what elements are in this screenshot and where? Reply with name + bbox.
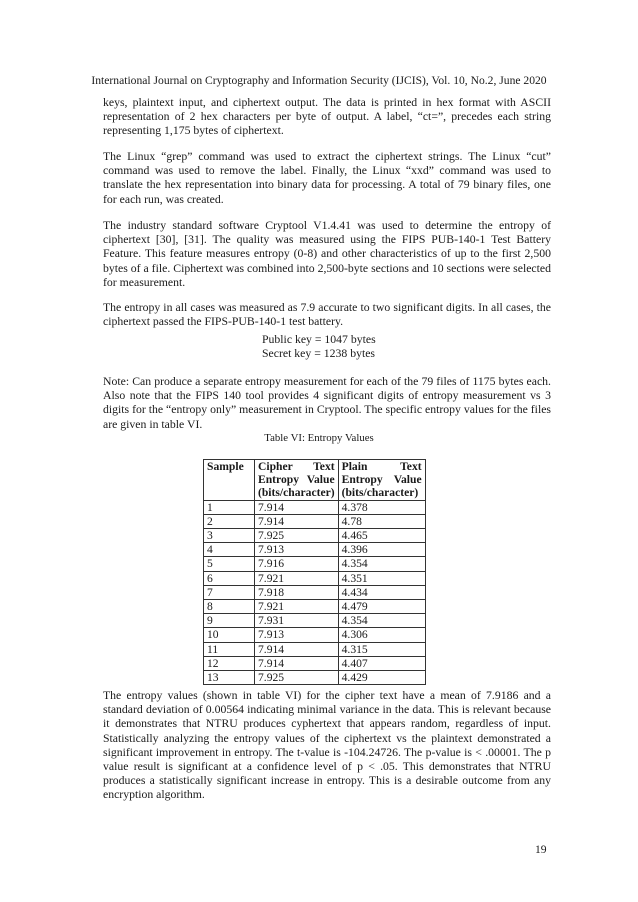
plain-entropy-cell: 4.407: [338, 656, 425, 670]
header-cipher-word: Cipher: [258, 460, 293, 473]
sample-cell: 8: [204, 600, 255, 614]
sample-cell: 12: [204, 656, 255, 670]
cipher-entropy-cell: 7.931: [255, 614, 339, 628]
header-cipher-text-word: Text: [313, 460, 335, 473]
sample-cell: 5: [204, 557, 255, 571]
cipher-entropy-cell: 7.913: [255, 628, 339, 642]
running-header: International Journal on Cryptography and Information Security (IJCIS), Vol. 10, No.2, June 2020: [91, 74, 547, 87]
page-number: 19: [535, 843, 547, 856]
sample-cell: 9: [204, 614, 255, 628]
table-row: [204, 642, 426, 656]
paragraph-cryptool: The industry standard software Cryptool V1.4.41 was used to determine the entropy of ciphertext [30], [31]. The quality was measured using the FIPS PUB-140-1 Test Battery Feature. This feature measures entropy (0-8) and other characteristics of up to the first 2,500 bytes of a file. Ciphertext was combined into 2,500-byte sections and 10 sections were selected for measurement.: [103, 219, 551, 289]
cipher-entropy-cell: 7.914: [255, 656, 339, 670]
cipher-entropy-cell: 7.914: [255, 642, 339, 656]
paragraph-note: Note: Can produce a separate entropy measurement for each of the 79 files of 1175 bytes each. Also note that the FIPS 140 tool provides 4 significant digits of entropy measurement vs 3 digits for the “entropy only” measurement in Cryptool. The specific entropy values for the files are given in table VI.: [103, 375, 551, 431]
table-row: [204, 656, 426, 670]
sample-cell: 7: [204, 585, 255, 599]
plain-entropy-cell: 4.78: [338, 514, 425, 528]
cipher-entropy-cell: 7.918: [255, 585, 339, 599]
public-key-size: Public key = 1047 bytes: [262, 333, 376, 346]
cipher-entropy-cell: 7.921: [255, 571, 339, 585]
header-cipher-value-word: Value: [306, 473, 335, 487]
header-plain-unit: (bits/character): [341, 486, 419, 500]
sample-cell: 2: [204, 514, 255, 528]
header-plain-value-word: Value: [393, 473, 422, 487]
sample-cell: 6: [204, 571, 255, 585]
header-plain-text-word: Text: [400, 460, 422, 473]
plain-entropy-cell: 4.306: [338, 628, 425, 642]
sample-cell: 11: [204, 642, 255, 656]
key-sizes: [262, 333, 376, 361]
paragraph-statistics: The entropy values (shown in table VI) for the cipher text have a mean of 7.9186 and a standard deviation of 0.00564 indicating minimal variance in the data. This is relevant because it demonstrates that NTRU produces cyphertext that appears random, regardless of input. Statistically analyzing the entropy values of the ciphertext vs the plaintext demonstrated a significant improvement in entropy. The t-value is -104.24726. The p-value is < .00001. The p value result is significant at a confidence level of p < .05. This demonstrates that NTRU produces a statistically significant increase in entropy. This is a desirable outcome from any encryption algorithm.: [103, 689, 551, 802]
header-plain-entropy: [338, 460, 425, 501]
header-cipher-entropy: [255, 460, 339, 501]
cipher-entropy-cell: 7.921: [255, 600, 339, 614]
header-plain-entropy-word: Entropy: [341, 473, 383, 487]
cipher-entropy-cell: 7.925: [255, 671, 339, 685]
sample-cell: 10: [204, 628, 255, 642]
header-sample: Sample: [204, 460, 255, 501]
table-row: [204, 571, 426, 585]
table-row: [204, 671, 426, 685]
table-caption: Table VI: Entropy Values: [264, 432, 374, 444]
table-row: [204, 529, 426, 543]
paragraph-data-format: keys, plaintext input, and ciphertext output. The data is printed in hex format with ASCII representation of 2 hex characters per byte of output. A label, “ct=”, precedes each string representing 1,175 bytes of ciphertext.: [103, 96, 551, 138]
table-row: [204, 543, 426, 557]
paragraph-entropy-result: The entropy in all cases was measured as 7.9 accurate to two significant digits. In all cases, the ciphertext passed the FIPS-PUB-140-1 test battery.: [103, 301, 551, 329]
cipher-entropy-cell: 7.916: [255, 557, 339, 571]
table-row: [204, 600, 426, 614]
plain-entropy-cell: 4.429: [338, 671, 425, 685]
header-cipher-entropy-word: Entropy: [258, 473, 300, 487]
sample-cell: 1: [204, 500, 255, 514]
plain-entropy-cell: 4.315: [338, 642, 425, 656]
plain-entropy-cell: 4.378: [338, 500, 425, 514]
table-row: [204, 614, 426, 628]
table-row: [204, 628, 426, 642]
sample-cell: 13: [204, 671, 255, 685]
header-cipher-unit: (bits/character): [258, 486, 335, 500]
plain-entropy-cell: 4.396: [338, 543, 425, 557]
table-row: [204, 585, 426, 599]
cipher-entropy-cell: 7.925: [255, 529, 339, 543]
header-plain-word: Plain: [341, 460, 368, 473]
plain-entropy-cell: 4.479: [338, 600, 425, 614]
secret-key-size: Secret key = 1238 bytes: [262, 347, 376, 361]
table-row: [204, 514, 426, 528]
sample-cell: 4: [204, 543, 255, 557]
plain-entropy-cell: 4.354: [338, 614, 425, 628]
plain-entropy-cell: 4.351: [338, 571, 425, 585]
table-header-row: [204, 460, 426, 501]
sample-cell: 3: [204, 529, 255, 543]
plain-entropy-cell: 4.465: [338, 529, 425, 543]
cipher-entropy-cell: 7.913: [255, 543, 339, 557]
cipher-entropy-cell: 7.914: [255, 500, 339, 514]
plain-entropy-cell: 4.354: [338, 557, 425, 571]
paragraph-linux-commands: The Linux “grep” command was used to extract the ciphertext strings. The Linux “cut” command was used to remove the label. Finally, the Linux “xxd” command was used to translate the hex representation into binary data for processing. A total of 79 binary files, one for each run, was created.: [103, 150, 551, 206]
cipher-entropy-cell: 7.914: [255, 514, 339, 528]
entropy-table: [203, 459, 426, 685]
plain-entropy-cell: 4.434: [338, 585, 425, 599]
table-row: [204, 557, 426, 571]
table-row: [204, 500, 426, 514]
